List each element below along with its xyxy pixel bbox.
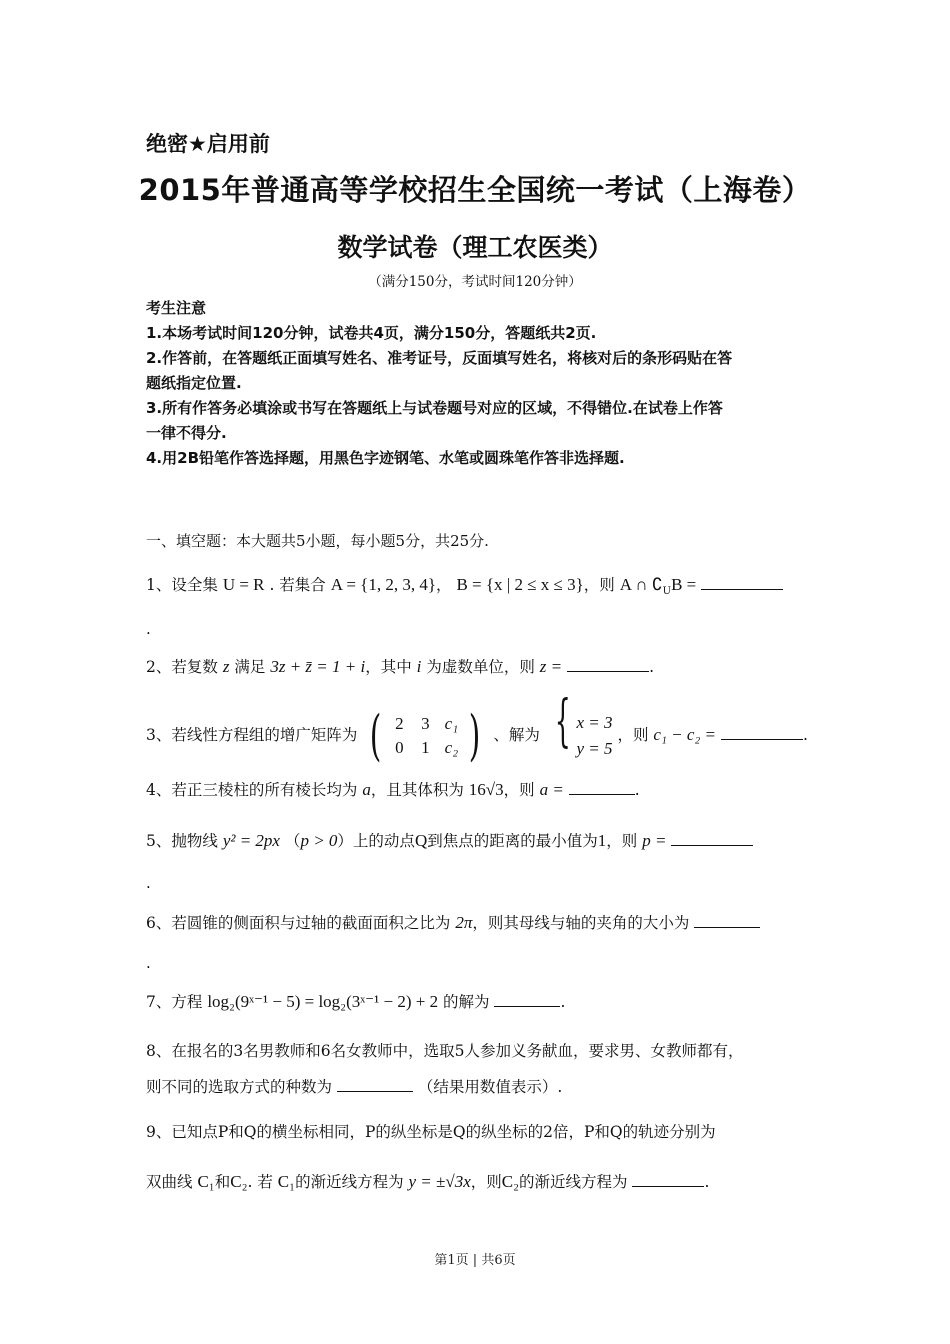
notice-heading: 考生注意 — [146, 299, 207, 317]
answer-blank[interactable] — [632, 1172, 704, 1187]
exam-subtitle: 数学试卷（理工农医类） — [337, 233, 613, 262]
answer-blank[interactable] — [701, 575, 783, 590]
question-5: 5、抛物线 y² = 2px （p > 0）上的动点Q到焦点的距离的最小值为1，则 p = — [146, 829, 753, 851]
section-heading: 一、填空题：本大题共5小题，每小题5分，共25分. — [146, 532, 489, 550]
question-6: 6、若圆锥的侧面积与过轴的截面面积之比为 2π，则其母线与轴的夹角的大小为 — [146, 911, 760, 933]
answer-blank[interactable] — [567, 657, 649, 672]
question-8-line-2: 则不同的选取方式的种数为 （结果用数值表示）. — [146, 1078, 563, 1096]
score-note: （满分150分，考试时间120分钟） — [368, 274, 582, 290]
notice-item: 4.用2B铅笔作答选择题，用黑色字迹钢笔、水笔或圆珠笔作答非选择题. — [146, 449, 625, 467]
question-1: 1、设全集 U = R . 若集合 A = {1, 2, 3, 4}， B = {x | 2 ≤ x ≤ 3}，则 A ∩ $∁_UB$ = — [146, 573, 783, 597]
question-7: 7、方程 log₂(9ˣ⁻¹ − 5) = log₂(3ˣ⁻¹ − 2) + 2 的解为 . — [146, 992, 566, 1011]
exam-title: 2015年普通高等学校招生全国统一考试（上海卷） — [138, 173, 812, 207]
notice-item: 2.作答前，在答题纸正面填写姓名、准考证号，反面填写姓名，将核对后的条形码贴在答 — [146, 349, 733, 367]
exam-page: 绝密★启用前 2015年普通高等学校招生全国统一考试（上海卷） 数学试卷（理工农医类） （满分150分，考试时间120分钟） 考生注意 1.本场考试时间120分钟，试卷共4页，满分150分，答题纸共2页. 2.作答前，在答题纸正面填写姓名、准考证号，反面填写姓名，将核对后的条形码贴在答 题纸指定位置. 3.所有作答务必填涂或书写在答题纸上与试卷题号对应的区域，不得错位.在试卷上作答 一律不得分. 4.用2B铅笔作答选择题，用黑色字迹钢笔、水笔或圆珠笔作答非选择题. 一、填空题：本大题共5小题，每小题5分，共25分. 1、设全集 U = R . 若集合 A = {1, 2, 3, 4}， B = {x | 2 ≤ x ≤ 3}，则 A ∩ $∁_UB$ = . 2、若复数 z 满足 3z + z̄ = 1 + i，其中 i 为虚数单位，则 z = . 3、若线性方程组的增广矩阵为 ( 2 3 c₁ 0 1 c₂ ) 、解为 { x = 3 y = 5 ，则 c₁ − c₂ = . 4、若正三棱柱的所有棱长均为 a，且其体积为 16√3，则 a = . 5、抛物线 y² = 2px （p > 0）上的动点Q到焦点的距离的最小值为1，则 p = . 6、若圆锥的侧面积与过轴的截面面积之比为 2π，则其母线与轴的夹角的大小为 . 7、方程 log₂(9ˣ⁻¹ − 5) = log₂(3ˣ⁻¹ − 2) + 2 的解为 . 8、在报名的3名男教师和6名女教师中，选取5人参加义务献血，要求男、女教师都有， 则不同的选取方式的种数为 （结果用数值表示）. 9、已知点P和Q的横坐标相同，P的纵坐标是Q的纵坐标的2倍，P和Q的轨迹分别为 双曲线 C₁和C₂. 若 C₁的渐近线方程为 y = ±√3x，则C₂的渐近线方程为 . 第1页 | 共6页 — [0, 0, 950, 1344]
candidate-notice — [146, 296, 806, 471]
notice-item: 题纸指定位置. — [146, 374, 242, 392]
answer-blank[interactable] — [721, 725, 803, 740]
solution-system: x = 3 y = 5 — [576, 713, 613, 758]
answer-blank[interactable] — [569, 780, 635, 795]
question-2: 2、若复数 z 满足 3z + z̄ = 1 + i，其中 i 为虚数单位，则 z = . — [146, 657, 654, 676]
question-4: 4、若正三棱柱的所有棱长均为 a，且其体积为 16√3，则 a = . — [146, 780, 640, 799]
question-8-line-1: 8、在报名的3名男教师和6名女教师中，选取5人参加义务献血，要求男、女教师都有， — [146, 1042, 744, 1060]
question-9-line-1: 9、已知点P和Q的横坐标相同，P的纵坐标是Q的纵坐标的2倍，P和Q的轨迹分别为 — [146, 1123, 716, 1141]
secret-label: 绝密★启用前 — [146, 132, 270, 156]
question-9-line-2: 双曲线 C₁和C₂. 若 C₁的渐近线方程为 y = ±√3x，则C₂的渐近线方程为 . — [146, 1172, 710, 1191]
augmented-matrix: ( 2 3 c₁ 0 1 c₂ ) — [370, 704, 481, 767]
answer-blank[interactable] — [671, 831, 753, 846]
page-footer: 第1页 | 共6页 — [434, 1253, 516, 1268]
question-3: 3、若线性方程组的增广矩阵为 ( 2 3 c₁ 0 1 c₂ ) 、解为 { x = 3 y = 5 ，则 c₁ − c₂ = . — [146, 689, 808, 767]
answer-blank[interactable] — [494, 992, 560, 1007]
answer-blank[interactable] — [337, 1077, 413, 1092]
answer-blank[interactable] — [694, 913, 760, 928]
notice-item: 一律不得分. — [146, 424, 227, 442]
notice-item: 3.所有作答务必填涂或书写在答题纸上与试卷题号对应的区域，不得错位.在试卷上作答 — [146, 399, 723, 417]
notice-item: 1.本场考试时间120分钟，试卷共4页，满分150分，答题纸共2页. — [146, 324, 597, 342]
